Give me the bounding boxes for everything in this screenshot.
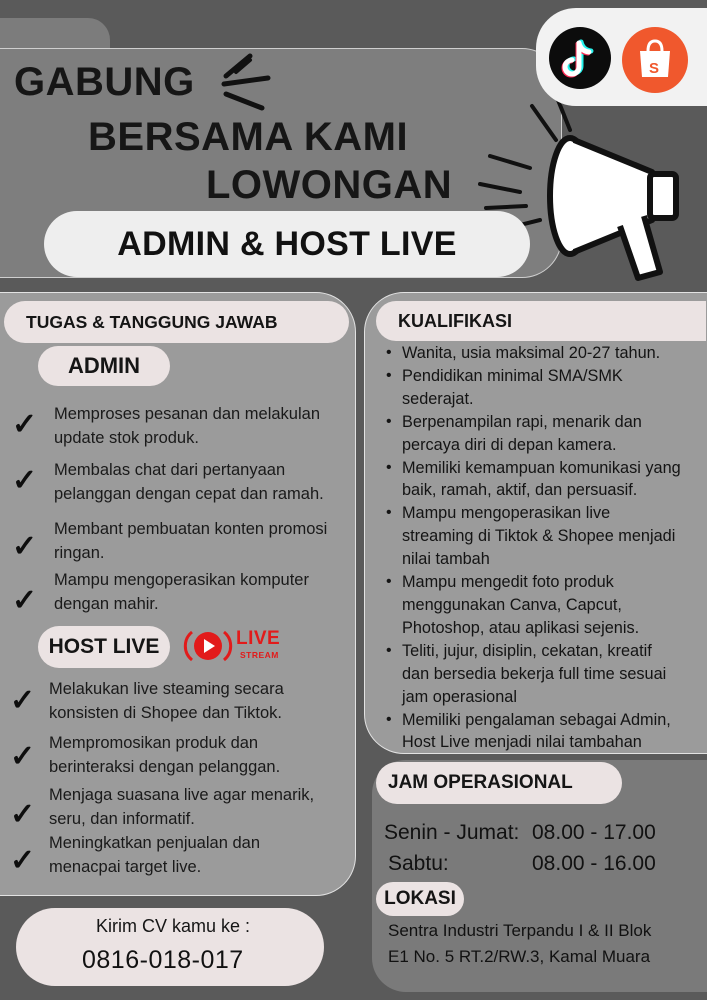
cv-label: Kirim CV kamu ke : bbox=[96, 916, 251, 936]
cv-phone-number[interactable]: 0816-018-017 bbox=[82, 946, 244, 974]
check-icon: ✓ bbox=[10, 798, 36, 831]
check-icon: ✓ bbox=[10, 740, 36, 773]
speed-lines-icon bbox=[216, 50, 276, 114]
check-icon: ✓ bbox=[12, 464, 38, 497]
host-task: Meningkatkan penjualan dan menacpai target live. bbox=[49, 834, 260, 876]
admin-task: Memproses pesanan dan melakulan update stok produk. bbox=[54, 405, 320, 447]
stream-text: STREAM bbox=[240, 650, 279, 660]
title-line-1: GABUNG bbox=[14, 60, 195, 104]
shopee-icon bbox=[622, 27, 688, 93]
host-task: Mempromosikan produk dan berinteraksi dengan pelanggan. bbox=[49, 734, 281, 776]
location-address: Sentra Industri Terpandu I & II Blok E1 No. 5 RT.2/RW.3, Kamal Muara bbox=[388, 921, 652, 966]
live-text: LIVE bbox=[236, 628, 281, 649]
schedule-time: 08.00 - 17.00 bbox=[532, 821, 656, 844]
admin-label: ADMIN bbox=[38, 346, 170, 386]
qualification-item: • Wanita, usia maksimal 20-27 tahun. bbox=[384, 342, 706, 365]
qualifications-list bbox=[384, 342, 706, 754]
check-icon: ✓ bbox=[12, 584, 38, 617]
qualification-item: • Berpenampilan rapi, menarik dan percaya diri di depan kamera. bbox=[384, 411, 706, 457]
title-line-3: LOWONGAN bbox=[206, 163, 453, 207]
check-icon: ✓ bbox=[10, 844, 36, 877]
qualification-item: • Memiliki kemampuan komunikasi yang baik, ramah, aktif, dan persuasif. bbox=[384, 457, 706, 503]
title-line-2: BERSAMA KAMI bbox=[88, 115, 409, 159]
schedule-label: JAM OPERASIONAL bbox=[376, 762, 622, 804]
schedule-time: 08.00 - 16.00 bbox=[532, 852, 656, 875]
host-live-label: HOST LIVE bbox=[38, 626, 170, 668]
check-icon: ✓ bbox=[12, 530, 38, 563]
live-stream-logo bbox=[182, 624, 286, 668]
qualifications-label: KUALIFIKASI bbox=[376, 301, 706, 341]
qualification-item: • Pendidikan minimal SMA/SMK sederajat. bbox=[384, 365, 706, 411]
qualification-item: • Teliti, jujur, disiplin, cekatan, kreatif dan bersedia bekerja full time sesuai jam operasional bbox=[384, 640, 706, 709]
schedule-day: Sabtu: bbox=[388, 852, 449, 875]
admin-task: Membalas chat dari pertanyaan pelanggan dengan cepat dan ramah. bbox=[54, 461, 324, 503]
admin-task: Mampu mengoperasikan komputer dengan mahir. bbox=[54, 571, 309, 613]
host-task: Melakukan live steaming secara konsisten di Shopee dan Tiktok. bbox=[49, 680, 284, 722]
tiktok-icon bbox=[549, 27, 611, 89]
location-label: LOKASI bbox=[376, 882, 464, 916]
schedule-day: Senin - Jumat: bbox=[384, 821, 520, 844]
headline-banner: ADMIN & HOST LIVE bbox=[44, 211, 530, 277]
tasks-section-label: TUGAS & TANGGUNG JAWAB bbox=[4, 301, 349, 343]
admin-task: Membant pembuatan konten promosi ringan. bbox=[54, 520, 328, 562]
host-task: Menjaga suasana live agar menarik, seru, dan informatif. bbox=[49, 786, 315, 828]
check-icon: ✓ bbox=[10, 684, 36, 717]
qualification-item: • Mampu mengedit foto produk menggunakan Canva, Capcut, Photoshop, atau aplikasi sejenis. bbox=[384, 571, 706, 640]
qualification-item: • Mampu mengoperasikan live streaming di Tiktok & Shopee menjadi nilai tambah bbox=[384, 502, 706, 571]
check-icon: ✓ bbox=[12, 408, 38, 441]
qualification-item: • Memiliki pengalaman sebagai Admin, Host Live menjadi nilai tambahan bbox=[384, 709, 706, 755]
shopee-letter: S bbox=[649, 60, 660, 77]
